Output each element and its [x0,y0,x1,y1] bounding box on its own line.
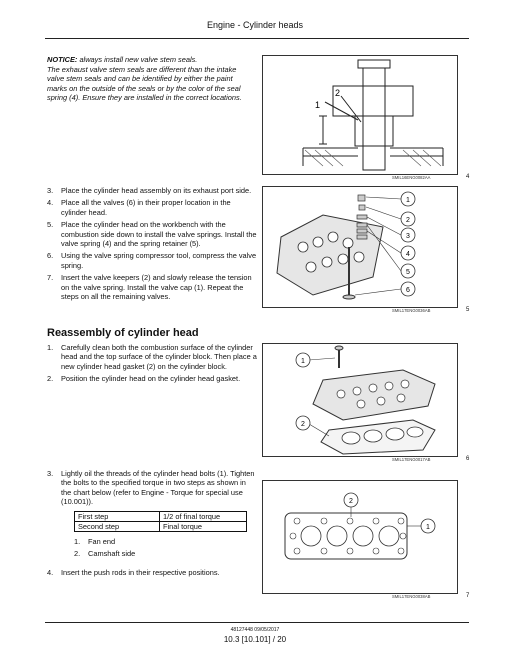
figure-valve-seal [262,55,458,175]
notice-first-line: always install new valve stem seals. [77,55,198,64]
figure-head-gasket [262,343,458,457]
head-gasket-illustration [263,344,457,456]
callout-4: 4 [406,251,410,258]
figure-4-number: 4 [466,174,470,180]
callout-1: 1 [301,358,305,365]
list-item: 1. Fan end [74,537,116,546]
figure-5-number: 5 [466,307,470,313]
callout-1: 1 [426,524,430,531]
callout-2: 2 [301,421,305,428]
table-row [75,512,247,522]
figure-6-number: 6 [466,456,470,462]
page-header: Engine - Cylinder heads [206,20,304,30]
list-item: 4. Place all the valves (6) in their proper location in the cylinder head. [47,198,231,217]
footer-page-number: 10.3 [10.101] / 20 [223,635,287,644]
footer-doc-id: 48127448 09/05/2017 [230,627,280,633]
callout-5: 5 [406,269,410,276]
list-item: 3. Lightly oil the threads of the cylinder head bolts (1). Tighten the bolts to the specified torque in two steps as shown in the chart below (refer to Engine - Torque for special use (10.001)). [47,469,255,507]
valve-install-steps [47,186,257,304]
list-item: 2. Position the cylinder head on the cylinder head gasket. [47,374,241,384]
callout-3: 3 [406,233,410,240]
list-item: 3. Place the cylinder head assembly on its exhaust port side. [47,186,252,195]
valve-spring-illustration [263,187,457,307]
reassembly-steps [47,343,257,387]
figure-4-caption: SMIL16ENG0082AA [392,175,431,180]
torque-table [74,511,247,532]
notice-paragraph [47,55,252,103]
torque-steps [47,469,257,510]
list-item: 5. Place the cylinder head on the workbench with the combustion side down to install the valve springs. Install the valve spring (4) and the spring retainer (5). [47,220,257,249]
figure-torque-sequence [262,480,458,594]
callout-1: 1 [406,197,410,204]
list-item: 7. Insert the valve keepers (2) and slowly release the tension on the valve spring. Install the valve cap (1). Repeat the steps on all the remaining valves. [47,273,252,302]
table-cell: Second step [75,522,160,532]
table-cell: Final torque [160,522,247,532]
figure-valve-spring-assembly [262,186,458,308]
figure-5-caption: SMIL17ENG0036AB [392,308,431,313]
callout-1: 1 [315,100,321,110]
table-cell: 1/2 of final torque [160,512,247,522]
figure-6-caption: SMIL17ENG0017AB [392,457,431,462]
table-row [75,522,247,532]
pushrod-steps [47,568,257,580]
list-item: 6. Using the valve spring compressor tool, compress the valve spring. [47,251,257,270]
callout-2: 2 [406,217,410,224]
footer-rule [45,622,469,623]
figure-7-caption: SMIL17ENG0038AB [392,594,431,599]
figure-legend-list [74,537,194,562]
callout-2: 2 [349,498,353,505]
notice-body: The exhaust valve stem seals are different than the intake valve stem seals and can be identified by either the paint marks on the outside of the seals or by the color of the seal spring (4). Ensure they are installed in the correct locations. [47,64,242,103]
notice-label: NOTICE: [47,55,78,64]
header-rule [45,38,469,39]
list-item: 4. Insert the push rods in their respective positions. [47,568,220,577]
table-cell: First step [75,512,160,522]
bolt-sequence-illustration [263,481,457,593]
callout-2: 2 [335,88,341,98]
valve-seal-illustration [263,56,457,174]
callout-6: 6 [406,287,410,294]
figure-7-number: 7 [466,593,470,599]
list-item: 2. Camshaft side [74,549,136,559]
section-title: Reassembly of cylinder head [47,327,199,339]
list-item: 1. Carefully clean both the combustion surface of the cylinder head and the top surface of the cylinder block. Then place a new cylinder head gasket (2) on the cylinder block. [47,343,257,371]
